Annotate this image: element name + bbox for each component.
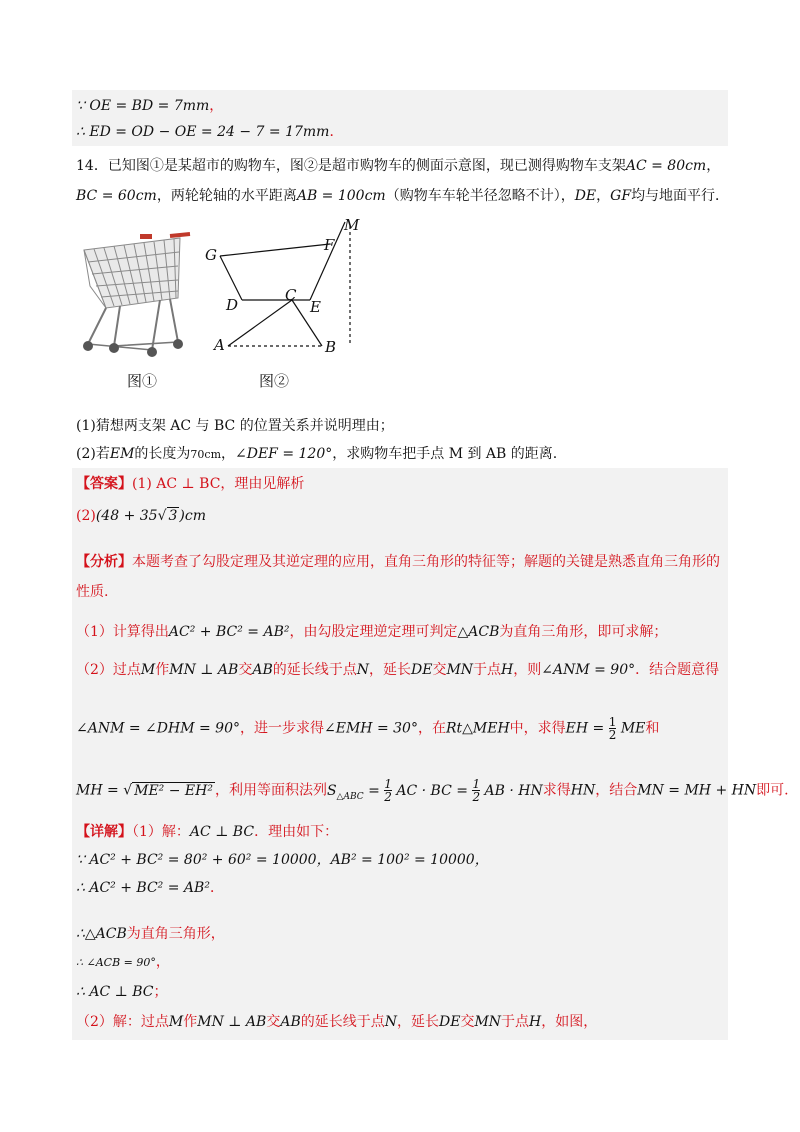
analysis-6-hn: HN xyxy=(570,782,596,799)
problem-line-2: BC = 60cm，两轮轮轴的水平距离AB = 100cm（购物车车轮半径忽略不计），DE，GF均与地面平行． xyxy=(76,188,730,204)
analysis-line-5 xyxy=(76,716,659,741)
de-label: DE xyxy=(574,188,597,204)
prev-eq-2: ∴ ED = OD − OE = 24 − 7 = 17mm xyxy=(76,124,330,140)
analysis-3c: 为直角三角形，即可求解； xyxy=(499,624,668,640)
shopping-cart-figure xyxy=(70,224,192,360)
detail-7-ab: AB xyxy=(280,1014,301,1030)
q2-text-b: 的长度为 xyxy=(134,446,191,462)
ac-value: AC = 80cm xyxy=(625,158,707,174)
ab-value: AB = 100cm xyxy=(296,188,386,204)
prev-line-2 xyxy=(76,122,343,142)
problem-number: 14． xyxy=(76,158,108,174)
detail-7-n: N xyxy=(384,1014,397,1030)
analysis-4-h: H xyxy=(501,662,514,678)
analysis-5-rt: Rt△MEH xyxy=(445,720,510,737)
detail-line-6 xyxy=(76,982,168,1002)
question-2 xyxy=(76,444,557,465)
detail-7-mn2: MN xyxy=(474,1014,502,1030)
analysis-6-mn: MN = MH + HN xyxy=(637,782,757,799)
detail-1a: （1）解： xyxy=(132,824,190,840)
detail-5-tail: ， xyxy=(155,954,170,970)
analysis-6-frac-2 xyxy=(472,778,480,803)
analysis-4g: 于点 xyxy=(473,662,502,678)
detail-line-3 xyxy=(76,878,224,898)
analysis-4f: 交 xyxy=(432,662,447,678)
analysis-5-me: ME xyxy=(620,720,646,737)
analysis-line-4 xyxy=(76,660,719,680)
answer-tag: 【答案】 xyxy=(76,476,132,492)
analysis-4h2: ，则 xyxy=(513,662,542,678)
analysis-5-num: 1 xyxy=(608,715,617,729)
analysis-4e: ，延长 xyxy=(368,662,411,678)
prev-eq-1: ∵ OE = BD = 7mm xyxy=(76,98,210,114)
segment-em xyxy=(310,222,345,300)
analysis-line-2: 性质. xyxy=(76,584,109,600)
bc-value: BC = 60cm xyxy=(76,188,157,204)
detail-line-2: ∵ AC² + BC² = 80² + 60² = 10000，AB² = 100² = 10000， xyxy=(76,852,489,868)
prev-line-1 xyxy=(76,96,223,116)
analysis-4-m: M xyxy=(140,662,156,678)
segment-gf xyxy=(220,244,330,256)
analysis-6-s-sub: △ABC xyxy=(336,791,364,802)
analysis-6a: ，利用等面积法列 xyxy=(214,782,327,799)
answer-2-expr-b: )cm xyxy=(179,508,206,524)
analysis-3-eq: AC² + BC² = AB² xyxy=(168,624,290,640)
q2-text-c: ， xyxy=(221,446,235,462)
analysis-3-tri: △ACB xyxy=(457,624,500,640)
analysis-6-eq: = xyxy=(368,782,380,799)
detail-1b: ．理由如下： xyxy=(254,824,339,840)
detail-1-eq: AC ⊥ BC xyxy=(189,824,255,840)
problem-text-d: 均与地面平行． xyxy=(631,188,730,204)
detail-4b: 为直角三角形， xyxy=(126,926,225,942)
analysis-4-mn2: MN xyxy=(446,662,474,678)
analysis-4-n: N xyxy=(356,662,369,678)
detail-7e: ，延长 xyxy=(396,1014,439,1030)
detail-line-5 xyxy=(76,952,170,973)
detail-tag: 【详解】 xyxy=(76,824,132,840)
analysis-6-acbc: AC · BC = xyxy=(396,782,468,799)
analysis-5-den: 2 xyxy=(608,728,617,742)
q2-length: 70cm xyxy=(190,448,221,461)
q2-em: EM xyxy=(109,446,135,462)
analysis-4b: 作 xyxy=(155,662,170,678)
detail-line-1 xyxy=(76,822,338,842)
detail-line-4 xyxy=(76,924,225,944)
analysis-6-num-1: 1 xyxy=(384,777,392,791)
analysis-5-emh: ∠EMH = 30° xyxy=(324,720,418,737)
point-f-label: F xyxy=(324,236,335,254)
analysis-5b: ，在 xyxy=(417,720,446,737)
analysis-6-mh: MH = xyxy=(76,782,119,799)
analysis-4-de: DE xyxy=(410,662,433,678)
prev-eq-1-tail: ， xyxy=(209,98,224,114)
q2-text-d: ，求购物车把手点 M 到 AB 的距离. xyxy=(332,446,558,462)
analysis-line-3 xyxy=(76,622,667,642)
detail-line-7 xyxy=(76,1012,597,1032)
analysis-tag: 【分析】 xyxy=(76,554,132,570)
answer-2-expr: (48 + 35√ 3 )cm xyxy=(95,508,206,524)
analysis-4c: 交 xyxy=(238,662,253,678)
analysis-6-s: S xyxy=(326,782,337,799)
problem-line-1 xyxy=(76,156,720,176)
detail-7-h: H xyxy=(529,1014,542,1030)
question-1: (1)猜想两支架 AC 与 BC 的位置关系并说明理由； xyxy=(76,418,394,434)
problem-text-a: 已知图①是某超市的购物车，图②是超市购物车的侧面示意图，现已测得购物车支架 xyxy=(107,158,626,174)
detail-6-tail: ； xyxy=(153,984,168,1000)
figure-1-caption: 图① xyxy=(127,372,158,390)
detail-4-tri: ∴△ACB xyxy=(76,926,127,942)
point-e-label: E xyxy=(310,298,321,316)
detail-7-mn: MN ⊥ AB xyxy=(197,1014,267,1030)
analysis-4d: 的延长线于点 xyxy=(272,662,357,678)
prev-eq-2-tail: ． xyxy=(329,124,344,140)
detail-7-de: DE xyxy=(438,1014,461,1030)
analysis-5-eh: EH = xyxy=(565,720,605,737)
analysis-4a: （2）过点 xyxy=(76,662,141,678)
q2-text-a: (2)若 xyxy=(76,446,110,462)
analysis-4-mn: MN ⊥ AB xyxy=(169,662,239,678)
point-m-label: M xyxy=(344,216,360,234)
analysis-line-1 xyxy=(76,552,720,572)
answer-1: (1) AC ⊥ BC，理由见解析 xyxy=(132,476,305,492)
answer-line-2 xyxy=(76,506,206,526)
detail-7d: 的延长线于点 xyxy=(300,1014,385,1030)
point-b-label: B xyxy=(325,338,337,356)
segment-gd xyxy=(220,256,242,300)
detail-6-eq: ∴ AC ⊥ BC xyxy=(76,984,154,1000)
point-g-label: G xyxy=(205,246,217,264)
problem-text-c: （购物车车轮半径忽略不计）， xyxy=(385,188,575,204)
answer-2-prefix: (2) xyxy=(76,508,96,524)
q2-angle: ∠DEF = 120° xyxy=(235,446,333,462)
analysis-6b: 求得 xyxy=(542,782,571,799)
analysis-5-eq: ∠ANM = ∠DHM = 90° xyxy=(76,720,241,737)
analysis-6-root: ME² − EH² xyxy=(134,782,213,799)
analysis-6-den-2: 2 xyxy=(472,790,481,804)
detail-7g: 于点 xyxy=(501,1014,530,1030)
answer-2-root: 3 xyxy=(168,508,178,524)
analysis-6c: ，结合 xyxy=(595,782,638,799)
gf-label: GF xyxy=(610,188,632,204)
point-c-label: C xyxy=(285,286,297,304)
detail-7b: 作 xyxy=(183,1014,198,1030)
detail-7-m: M xyxy=(168,1014,184,1030)
detail-7c: 交 xyxy=(266,1014,281,1030)
analysis-4-anm: ∠ANM = 90° xyxy=(541,662,636,678)
analysis-5a: ，进一步求得 xyxy=(240,720,325,737)
detail-7f: 交 xyxy=(460,1014,475,1030)
point-d-label: D xyxy=(226,296,239,314)
analysis-4i: ．结合题意得 xyxy=(635,662,720,678)
analysis-3b: ，由勾股定理逆定理可判定 xyxy=(289,624,458,640)
detail-3-eq: ∴ AC² + BC² = AB² xyxy=(76,880,210,896)
detail-7-tail: ，如图， xyxy=(541,1014,598,1030)
answer-2-expr-a: (48 + 35 xyxy=(95,508,158,524)
analysis-5-fraction xyxy=(609,716,617,741)
detail-5-eq: ∴ ∠ACB = 90° xyxy=(76,956,156,969)
analysis-6-den-1: 2 xyxy=(384,790,392,804)
analysis-6-root-expr: √ ME² − EH² xyxy=(123,782,213,799)
analysis-line-6 xyxy=(76,778,789,806)
analysis-6d: 即可. xyxy=(756,782,789,799)
analysis-4-ab: AB xyxy=(252,662,273,678)
detail-7a: （2）解：过点 xyxy=(76,1014,169,1030)
analysis-5d: 和 xyxy=(645,720,660,737)
problem-comma: ， xyxy=(706,158,721,174)
analysis-5c: 中，求得 xyxy=(509,720,566,737)
analysis-6-num-2: 1 xyxy=(472,777,481,791)
figure-2-caption: 图② xyxy=(259,372,290,390)
analysis-text-1: 本题考查了勾股定理及其逆定理的应用，直角三角形的特征等；解题的关键是熟悉直角三角形的 xyxy=(132,554,720,570)
analysis-6-frac-1 xyxy=(384,778,392,803)
problem-text-b: ，两轮轮轴的水平距离 xyxy=(156,188,297,204)
analysis-6-area xyxy=(326,777,543,804)
analysis-6-abhn: AB · HN xyxy=(484,782,543,799)
analysis-3a: （1）计算得出 xyxy=(76,624,169,640)
answer-line-1 xyxy=(76,474,304,494)
point-a-label: A xyxy=(214,336,225,354)
detail-3-tail: ． xyxy=(209,880,224,896)
